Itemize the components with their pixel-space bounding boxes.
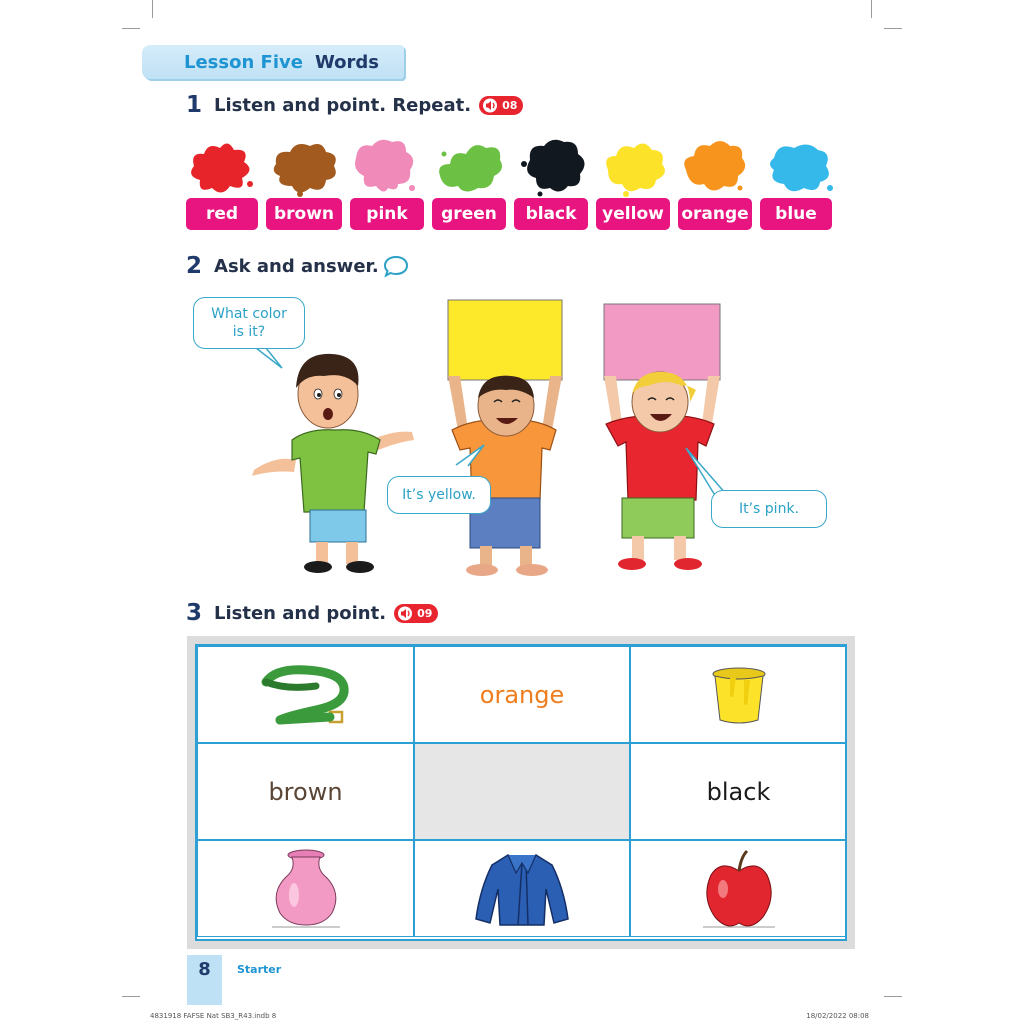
color-label-brown[interactable]: brown — [266, 198, 342, 230]
answer-yellow-text: It’s yellow. — [402, 487, 476, 503]
speech-bubble-question — [193, 297, 305, 349]
grid-cell-belt[interactable] — [197, 646, 414, 743]
crop-mark — [122, 996, 140, 997]
orange-paint-splat — [678, 134, 752, 198]
grid-cell-apple[interactable] — [630, 840, 847, 937]
exercise-number: 2 — [186, 253, 203, 279]
audio-track-number: 09 — [417, 606, 433, 620]
grid-word-brown: brown — [268, 777, 343, 806]
question-line-1: What color — [211, 306, 287, 322]
question-line-2: is it? — [232, 324, 266, 340]
exercise-number: 3 — [186, 600, 203, 626]
color-labels — [186, 198, 832, 230]
audio-track-button[interactable] — [394, 604, 438, 623]
pink-paint-splat — [348, 134, 422, 198]
section-name: Starter — [237, 963, 282, 976]
color-label-black[interactable]: black — [514, 198, 588, 230]
page-number-tab — [187, 955, 222, 1005]
lesson-number: Lesson Five — [184, 51, 303, 73]
grid-cell-paint-pot[interactable] — [630, 646, 847, 743]
point-grid-frame — [187, 636, 855, 949]
yellow-paint-pot-icon — [704, 660, 774, 730]
grid-cell-brown-word[interactable] — [197, 743, 414, 840]
speech-bubble-yellow-answer — [387, 476, 491, 514]
grid-cell-orange-word[interactable] — [414, 646, 630, 743]
color-label-blue[interactable]: blue — [760, 198, 832, 230]
print-slug-date: 18/02/2022 08:08 — [806, 1012, 869, 1020]
green-paint-splat — [434, 136, 508, 200]
boy-asking — [252, 354, 414, 573]
color-label-yellow[interactable]: yellow — [596, 198, 670, 230]
pink-vase-icon — [266, 847, 346, 931]
grid-cell-empty — [414, 743, 630, 840]
speaker-icon — [482, 98, 500, 113]
lesson-title: Words — [314, 51, 380, 73]
speech-bubble-pink-answer — [711, 490, 827, 528]
exercise-number: 1 — [186, 92, 203, 118]
audio-track-number: 08 — [502, 98, 518, 112]
color-label-orange[interactable]: orange — [678, 198, 752, 230]
brown-paint-splat — [270, 136, 344, 200]
exercise-3-heading — [186, 600, 438, 626]
color-swatches — [184, 132, 844, 198]
color-label-green[interactable]: green — [432, 198, 506, 230]
lesson-banner — [142, 45, 404, 79]
crop-mark — [152, 0, 153, 18]
crop-mark — [871, 0, 872, 18]
exercise-instruction: Ask and answer. — [214, 255, 379, 277]
grid-cell-vase[interactable] — [197, 840, 414, 937]
speaker-icon — [397, 606, 415, 621]
page-number: 8 — [198, 959, 211, 980]
red-apple-icon — [699, 847, 779, 931]
boy-holding-pink-card — [604, 304, 720, 570]
speech-bubble-icon — [383, 254, 409, 278]
exercise-instruction: Listen and point. — [214, 602, 387, 624]
point-grid — [195, 644, 847, 941]
red-paint-splat — [184, 136, 258, 200]
answer-pink-text: It’s pink. — [738, 501, 800, 517]
boy-holding-yellow-card — [448, 300, 562, 576]
color-label-pink[interactable]: pink — [350, 198, 424, 230]
crop-mark — [122, 28, 140, 29]
yellow-paint-splat — [598, 136, 672, 200]
grid-cell-jacket[interactable] — [414, 840, 630, 937]
blue-jacket-icon — [472, 849, 572, 929]
exercise-instruction: Listen and point. Repeat. — [214, 94, 472, 116]
grid-word-black: black — [706, 777, 771, 806]
black-paint-splat — [518, 134, 592, 198]
blue-paint-splat — [764, 136, 838, 200]
exercise-1-heading — [186, 92, 523, 118]
green-belt-icon — [256, 660, 356, 730]
audio-track-button[interactable] — [479, 96, 523, 115]
color-label-red[interactable]: red — [186, 198, 258, 230]
exercise-2-heading — [186, 253, 409, 279]
crop-mark — [884, 996, 902, 997]
grid-cell-black-word[interactable] — [630, 743, 847, 840]
grid-word-orange: orange — [479, 680, 565, 709]
print-slug-file: 4831918 FAFSE Nat SB3_R43.indb 8 — [150, 1012, 277, 1020]
crop-mark — [884, 28, 902, 29]
